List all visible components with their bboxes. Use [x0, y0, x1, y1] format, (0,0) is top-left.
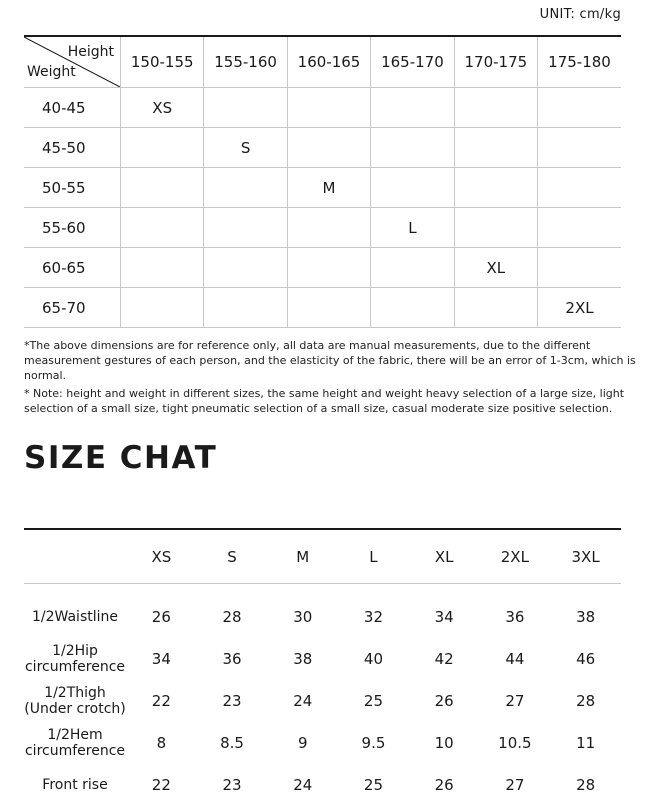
value-cell: 25: [363, 692, 383, 710]
weight-axis-label: Weight: [27, 64, 76, 80]
value-cell: 10.5: [498, 734, 532, 752]
value-cell: 9.5: [361, 734, 386, 752]
size-cell: [121, 248, 204, 288]
table-row: [24, 680, 621, 722]
table-row: [24, 208, 621, 248]
size-cell: [287, 88, 370, 128]
value-cell: 23: [222, 692, 242, 710]
value-cell: 26: [434, 776, 454, 794]
size-cell: [204, 168, 287, 208]
value-cell: 25: [363, 776, 383, 794]
corner-cell: [24, 36, 121, 88]
size-cell: [204, 288, 287, 328]
value-cell: 11: [576, 734, 596, 752]
size-cell: [287, 128, 370, 168]
size-cell: [454, 128, 537, 168]
value-cell: 10: [434, 734, 454, 752]
value-cell: 22: [151, 692, 171, 710]
note-text: * Note: height and weight in different sizes, the same height and weight heavy selection of a large size, light selection of a small size, tight pneumatic selection of a small size, casual moderate size positive selection.: [24, 387, 625, 415]
table-row: [24, 168, 621, 208]
value-cell: 27: [505, 776, 525, 794]
size-cell: [538, 208, 621, 248]
size-cell: L: [371, 208, 454, 248]
header-row: [24, 529, 621, 584]
unit-label: UNIT: cm/kg: [539, 7, 621, 22]
height-axis-label: Height: [67, 44, 114, 60]
value-cell: 34: [151, 650, 171, 668]
size-cell: [371, 128, 454, 168]
measurement-notes: [24, 338, 636, 419]
value-cell: 8.5: [220, 734, 244, 752]
size-cell: [454, 208, 537, 248]
size-cell: [538, 248, 621, 288]
table-row: [24, 764, 621, 806]
table-row: [24, 584, 621, 639]
value-cell: 24: [293, 692, 313, 710]
label-line: 1/2Hem: [47, 727, 103, 743]
size-cell: [121, 208, 204, 248]
table-row: [24, 722, 621, 764]
value-cell: 8: [156, 734, 167, 752]
value-cell: 26: [434, 692, 454, 710]
weight-range: 40-45: [24, 88, 121, 128]
value-cell: 28: [576, 692, 596, 710]
table-row: [24, 248, 621, 288]
height-header: 155-160: [204, 36, 287, 88]
size-cell: [121, 168, 204, 208]
weight-range: 50-55: [24, 168, 121, 208]
label-line: circumference: [24, 659, 126, 675]
size-cell: [538, 168, 621, 208]
measurement-label: [24, 638, 126, 680]
size-cell: [204, 88, 287, 128]
height-header: 170-175: [454, 36, 537, 88]
header-row: [24, 36, 621, 88]
weight-height-table: [24, 35, 621, 328]
size-cell: [454, 88, 537, 128]
table-row: [24, 638, 621, 680]
size-cell: [287, 248, 370, 288]
size-cell: [371, 168, 454, 208]
size-cell: [287, 288, 370, 328]
size-chart-title: SIZE CHAT: [24, 440, 218, 476]
value-cell: 9: [297, 734, 308, 752]
value-cell: 28: [576, 776, 596, 794]
size-cell: [454, 168, 537, 208]
value-cell: 23: [222, 776, 242, 794]
value-cell: 27: [505, 692, 525, 710]
size-cell: [204, 248, 287, 288]
weight-range: 55-60: [24, 208, 121, 248]
value-cell: 32: [363, 608, 383, 626]
size-header: XS: [126, 529, 197, 584]
size-cell: [121, 128, 204, 168]
size-header: 3XL: [550, 529, 621, 584]
measurement-label: [24, 764, 126, 806]
size-cell: XL: [454, 248, 537, 288]
table-row: [24, 288, 621, 328]
height-header: 165-170: [371, 36, 454, 88]
size-cell: [121, 288, 204, 328]
value-cell: 36: [505, 608, 525, 626]
size-cell: [371, 288, 454, 328]
value-cell: 36: [222, 650, 242, 668]
measurement-label: [24, 680, 126, 722]
size-cell: M: [287, 168, 370, 208]
empty-header: [24, 529, 126, 584]
label-line: 1/2Waistline: [32, 609, 118, 625]
size-header: S: [197, 529, 268, 584]
height-header: 175-180: [538, 36, 621, 88]
size-cell: [454, 288, 537, 328]
size-cell: [538, 128, 621, 168]
value-cell: 42: [434, 650, 454, 668]
measurement-label: [24, 722, 126, 764]
value-cell: 30: [293, 608, 313, 626]
size-header: 2XL: [480, 529, 551, 584]
value-cell: 24: [293, 776, 313, 794]
label-line: 1/2Hip: [52, 643, 98, 659]
value-cell: 38: [576, 608, 596, 626]
size-header: L: [338, 529, 409, 584]
label-line: Front rise: [42, 777, 108, 793]
value-cell: 28: [222, 608, 242, 626]
size-cell: [204, 208, 287, 248]
weight-range: 65-70: [24, 288, 121, 328]
value-cell: 46: [576, 650, 596, 668]
size-header: M: [267, 529, 338, 584]
value-cell: 34: [434, 608, 454, 626]
value-cell: 44: [505, 650, 525, 668]
size-chart-table: [24, 528, 621, 806]
value-cell: 40: [363, 650, 383, 668]
size-cell: 2XL: [538, 288, 621, 328]
weight-range: 60-65: [24, 248, 121, 288]
label-line: (Under crotch): [24, 701, 126, 717]
table-row: [24, 88, 621, 128]
weight-range: 45-50: [24, 128, 121, 168]
height-header: 160-165: [287, 36, 370, 88]
value-cell: 26: [151, 608, 171, 626]
size-header: XL: [409, 529, 480, 584]
value-cell: 22: [151, 776, 171, 794]
measurement-label: [24, 584, 126, 639]
height-header: 150-155: [121, 36, 204, 88]
size-cell: XS: [121, 88, 204, 128]
size-cell: [538, 88, 621, 128]
label-line: circumference: [24, 743, 126, 759]
size-cell: S: [204, 128, 287, 168]
table-row: [24, 128, 621, 168]
label-line: 1/2Thigh: [44, 685, 106, 701]
note-text: *The above dimensions are for reference only, all data are manual measurements, due to the different measurement gestures of each person, and the elasticity of the fabric, there will be an error of 1-3cm, which is normal.: [24, 339, 636, 382]
size-cell: [371, 248, 454, 288]
size-cell: [371, 88, 454, 128]
size-cell: [287, 208, 370, 248]
value-cell: 38: [293, 650, 313, 668]
